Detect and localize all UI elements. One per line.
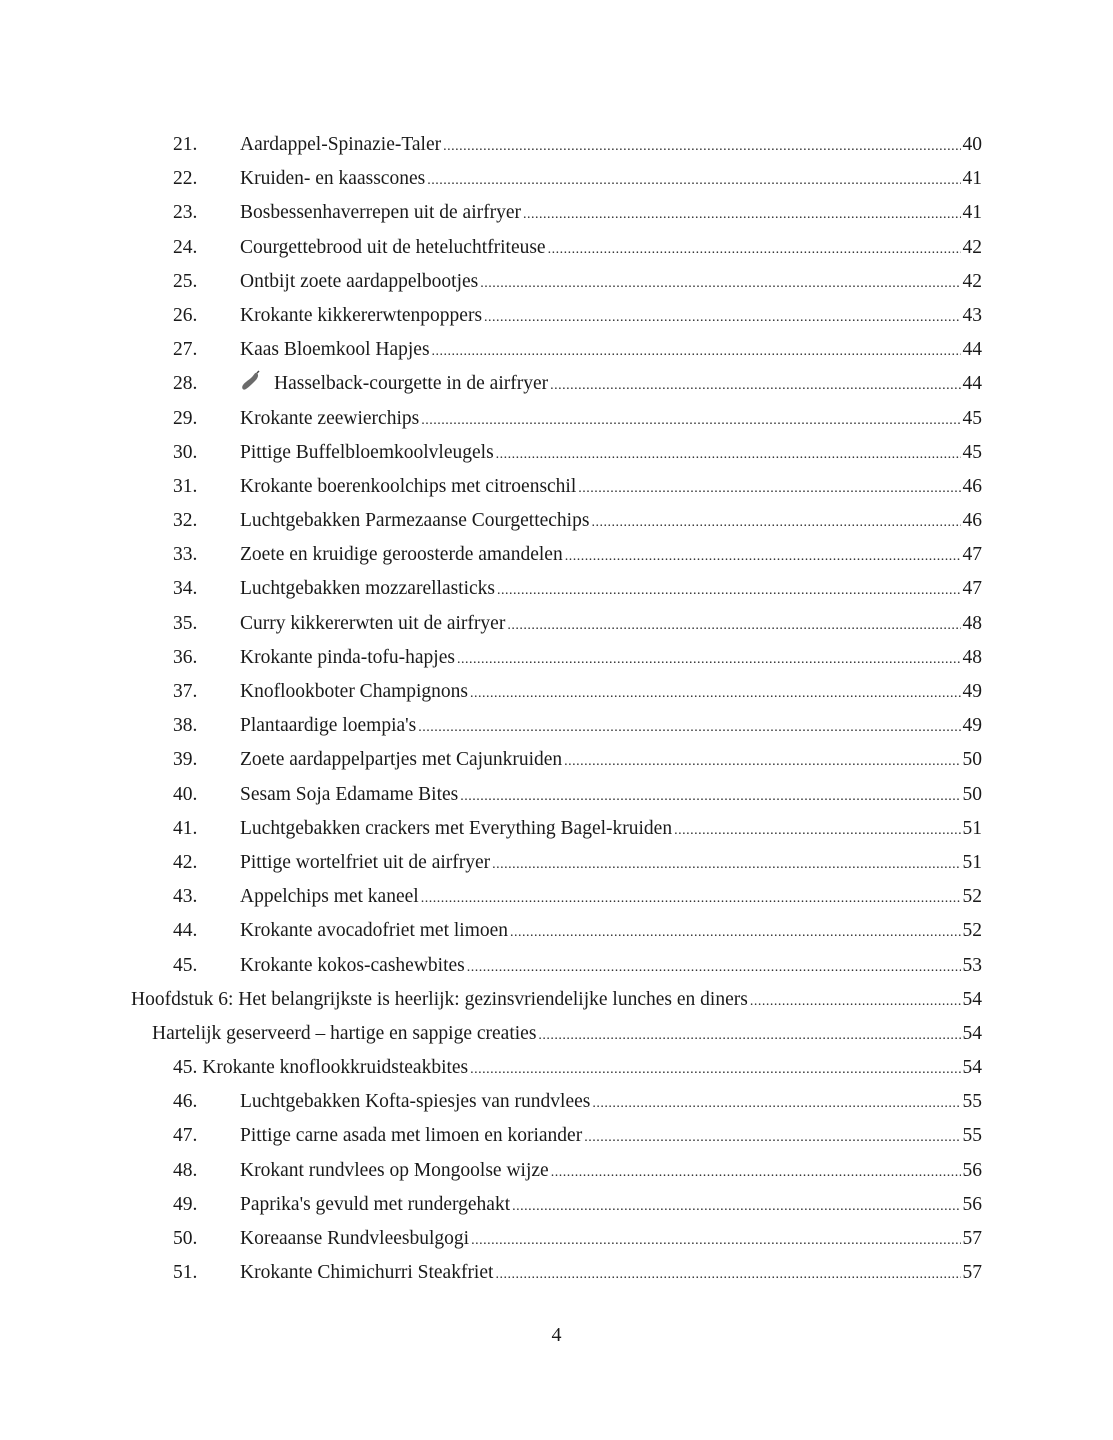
- toc-entry-title-text: Krokante zeewierchips: [240, 407, 420, 429]
- toc-entry-number: 28.: [173, 373, 198, 395]
- toc-entry-title-text: Zoete en kruidige geroosterde amandelen: [240, 544, 563, 566]
- toc-entry-title-text: 45. Krokante knoflookkruidsteakbites: [173, 1057, 469, 1079]
- toc-entry[interactable]: [0, 1222, 1113, 1256]
- toc-entry[interactable]: [0, 1017, 1113, 1051]
- toc-entry-line: [240, 231, 982, 267]
- toc-entry[interactable]: [0, 846, 1113, 880]
- toc-entry-title: [240, 1256, 493, 1290]
- toc-entry[interactable]: [0, 812, 1113, 846]
- toc-entry-number: 23.: [173, 202, 198, 224]
- toc-entry-page: 51: [962, 817, 982, 839]
- toc-entry-line: [240, 572, 982, 608]
- toc-entry-page: 40: [962, 134, 982, 155]
- toc-entry-number: 33.: [173, 544, 198, 566]
- toc-entry[interactable]: [0, 299, 1113, 333]
- toc-entry-page: 52: [962, 920, 982, 942]
- toc-entry-line: [240, 743, 982, 779]
- dot-leader: [550, 369, 960, 403]
- toc-entry-line: [240, 1188, 982, 1224]
- dot-leader: [484, 301, 960, 335]
- toc-entry-title: [240, 470, 576, 504]
- toc-entry-title: [240, 812, 672, 846]
- toc-entry-number: 36.: [173, 646, 198, 668]
- toc-entry[interactable]: [0, 367, 1113, 401]
- dot-leader: [750, 985, 961, 1019]
- dot-leader: [510, 916, 960, 950]
- dot-leader: [496, 438, 961, 472]
- toc-entry-title-text: Zoete aardappelpartjes met Cajunkruiden: [240, 749, 563, 771]
- toc-entry-number: 29.: [173, 407, 198, 429]
- toc-entry-title-text: Pittige carne asada met limoen en koriander: [240, 1125, 583, 1147]
- toc-entry-page: 48: [962, 646, 982, 668]
- toc-entry-page: 44: [962, 373, 982, 395]
- toc-entry-line: [131, 983, 982, 1019]
- toc-entry-title: [240, 880, 419, 914]
- dot-leader: [457, 643, 961, 677]
- toc-entry-title-text: Krokante pinda-tofu-hapjes: [240, 646, 455, 668]
- toc-entry-line: [240, 333, 982, 369]
- toc-entry-title: [240, 1222, 469, 1256]
- toc-entry-title: [240, 162, 425, 196]
- toc-entry-title-text: Hartelijk geserveerd – hartige en sappige creaties: [152, 1022, 537, 1044]
- toc-entry-number: 30.: [173, 441, 198, 463]
- toc-entry[interactable]: [0, 572, 1113, 606]
- toc-entry-title-text: Hoofdstuk 6: Het belangrijkste is heerlijk: gezinsvriendelijke lunches en diners: [131, 988, 748, 1010]
- toc-entry-line: [152, 1017, 982, 1053]
- toc-entry[interactable]: [0, 196, 1113, 230]
- toc-entry[interactable]: [0, 949, 1113, 983]
- toc-entry-line: [240, 436, 982, 472]
- dot-leader: [591, 506, 960, 540]
- toc-entry-number: 27.: [173, 339, 198, 361]
- toc-entry-line: [240, 470, 982, 506]
- toc-entry[interactable]: [0, 1051, 1113, 1085]
- toc-entry-title: [240, 367, 548, 401]
- toc-entry-number: 43.: [173, 886, 198, 908]
- dot-leader: [470, 677, 960, 711]
- toc-entry-number: 51.: [173, 1262, 198, 1284]
- toc-entry[interactable]: [0, 333, 1113, 367]
- toc-entry-number: 24.: [173, 236, 198, 258]
- dot-leader: [467, 951, 961, 985]
- toc-entry-title: [240, 504, 589, 538]
- toc-entry[interactable]: [0, 128, 1113, 162]
- toc-entry-title: [173, 1051, 468, 1085]
- toc-entry-title-text: Bosbessenhaverrepen uit de airfryer: [240, 202, 522, 224]
- toc-entry-line: [240, 880, 982, 916]
- toc-entry-line: [240, 196, 982, 232]
- dot-leader: [512, 1190, 960, 1224]
- toc-entry-title: [240, 231, 546, 265]
- toc-entry-title-text: Sesam Soja Edamame Bites: [240, 783, 459, 805]
- toc-entry[interactable]: [0, 778, 1113, 812]
- dot-leader: [421, 882, 961, 916]
- toc-entry-title-text: Curry kikkererwten uit de airfryer: [240, 612, 506, 634]
- dot-leader: [565, 540, 961, 574]
- toc-entry-number: 35.: [173, 612, 198, 634]
- toc-entry[interactable]: [0, 983, 1113, 1017]
- toc-entry-page: 41: [962, 202, 982, 224]
- toc-entry-page: 49: [962, 715, 982, 737]
- dot-leader: [418, 711, 960, 745]
- toc-entry-page: 55: [962, 1091, 982, 1113]
- toc-entry-title: [131, 983, 748, 1017]
- toc-entry[interactable]: [0, 265, 1113, 299]
- dot-leader: [584, 1121, 960, 1155]
- toc-entry-title-text: Kruiden- en kaasscones: [240, 168, 426, 190]
- toc-entry[interactable]: [0, 1188, 1113, 1222]
- dot-leader: [443, 130, 960, 164]
- toc-entry-title: [240, 607, 505, 641]
- toc-entry[interactable]: [0, 743, 1113, 777]
- toc-entry-number: 32.: [173, 510, 198, 532]
- toc-entry-title: [240, 709, 416, 743]
- toc-entry-line: [240, 914, 982, 950]
- toc-entry-page: 46: [962, 510, 982, 532]
- toc-entry-title: [240, 675, 468, 709]
- toc-entry-page: 42: [962, 236, 982, 258]
- toc-entry-line: [240, 949, 982, 985]
- toc-entry-title: [240, 1188, 510, 1222]
- toc-entry[interactable]: [0, 880, 1113, 914]
- toc-entry-line: [240, 1222, 982, 1258]
- toc-entry-page: 48: [962, 612, 982, 634]
- toc-entry[interactable]: [0, 1085, 1113, 1119]
- toc-entry-title: [152, 1017, 536, 1051]
- dot-leader: [471, 1224, 960, 1258]
- toc-entry-number: 31.: [173, 475, 198, 497]
- dot-leader: [492, 848, 960, 882]
- toc-entry-title-text: Plantaardige loempia's: [240, 715, 417, 737]
- toc-entry-number: 40.: [173, 783, 198, 805]
- dot-leader: [432, 335, 961, 369]
- toc-entry[interactable]: [0, 607, 1113, 641]
- toc-entry[interactable]: [0, 709, 1113, 743]
- toc-entry-page: 46: [962, 475, 982, 497]
- toc-entry-page: 52: [962, 886, 982, 908]
- dot-leader: [578, 472, 960, 506]
- toc-entry-number: 41.: [173, 817, 198, 839]
- toc-entry-line: [240, 812, 982, 848]
- toc-entry-line: [240, 265, 982, 301]
- toc-entry-page: 57: [962, 1228, 982, 1249]
- toc-entry[interactable]: [0, 504, 1113, 538]
- toc-entry-number: 44.: [173, 920, 198, 942]
- toc-entry-title-text: Koreaanse Rundvleesbulgogi: [240, 1228, 470, 1249]
- toc-entry-line: [240, 778, 982, 814]
- toc-entry-title-text: Krokante kikkererwtenpoppers: [240, 304, 483, 326]
- toc-entry-title: [240, 641, 455, 675]
- toc-entry-page: 41: [962, 168, 982, 190]
- toc-entry-page: 54: [962, 1022, 982, 1044]
- toc-entry-title-text: Luchtgebakken Kofta-spiesjes van rundvlees: [240, 1091, 591, 1113]
- toc-entry-page: 56: [962, 1193, 982, 1215]
- toc-entry-line: [240, 299, 982, 335]
- toc-entry[interactable]: [0, 1119, 1113, 1153]
- toc-entry-page: 51: [962, 851, 982, 873]
- dot-leader: [427, 164, 960, 198]
- toc-entry-title-text: Paprika's gevuld met rundergehakt: [240, 1193, 511, 1215]
- toc-entry-title: [240, 538, 563, 572]
- toc-entry-number: 42.: [173, 851, 198, 873]
- toc-entry-number: 37.: [173, 681, 198, 702]
- toc-entry[interactable]: [0, 470, 1113, 504]
- toc-entry-title-text: Knoflookboter Champignons: [240, 681, 469, 702]
- toc-entry-title-text: Appelchips met kaneel: [240, 886, 419, 908]
- toc-entry-line: [240, 1119, 982, 1155]
- toc-entry-title-text: Krokante kokos-cashewbites: [240, 954, 465, 976]
- squash-icon: [240, 370, 262, 392]
- toc-entry-title-text: Krokante Chimichurri Steakfriet: [240, 1262, 494, 1284]
- toc-entry-title: [240, 572, 495, 606]
- toc-entry-number: 25.: [173, 270, 198, 292]
- dot-leader: [523, 198, 960, 232]
- toc-entry-title: [240, 128, 441, 162]
- toc-entry-page: 42: [962, 270, 982, 292]
- toc-entry-number: 38.: [173, 715, 198, 737]
- toc-entry-title: [240, 949, 465, 983]
- dot-leader: [674, 814, 960, 848]
- toc-entry-title: [240, 436, 494, 470]
- toc-entry-number: 46.: [173, 1091, 198, 1113]
- toc-entry-line: [240, 1154, 982, 1190]
- toc-entry-page: 57: [962, 1262, 982, 1284]
- toc-entry[interactable]: [0, 538, 1113, 572]
- toc-entry-title: [240, 778, 458, 812]
- toc-entry-title-text: Pittige Buffelbloemkoolvleugels: [240, 441, 494, 463]
- toc-entry-title: [240, 1085, 590, 1119]
- toc-entry-title: [240, 333, 430, 367]
- toc-entry-page: 45: [962, 441, 982, 463]
- toc-entry-title: [240, 1154, 549, 1188]
- toc-entry[interactable]: [0, 1256, 1113, 1290]
- toc-entry-title-text: Luchtgebakken mozzarellasticks: [240, 578, 496, 600]
- toc-entry-page: 50: [962, 749, 982, 771]
- dot-leader: [592, 1087, 960, 1121]
- toc-entry-line: [240, 1256, 982, 1292]
- toc-entry-line: [240, 709, 982, 745]
- toc-entry-title-text: Kaas Bloemkool Hapjes: [240, 339, 430, 361]
- toc-entry-title: [240, 914, 508, 948]
- toc-entry-title-text: Hasselback-courgette in de airfryer: [274, 373, 549, 395]
- toc-entry-page: 55: [962, 1125, 982, 1147]
- toc-entry-number: 50.: [173, 1228, 198, 1249]
- dot-leader: [564, 745, 960, 779]
- dot-leader: [548, 233, 961, 267]
- toc-entry-number: 22.: [173, 168, 198, 190]
- toc-entry-page: 47: [962, 578, 982, 600]
- toc-entry-number: 45.: [173, 954, 198, 976]
- toc-entry-line: [240, 128, 982, 164]
- toc-entry[interactable]: [0, 675, 1113, 709]
- toc-entry-title: [240, 196, 521, 230]
- dot-leader: [460, 780, 960, 814]
- toc-entry-title-text: Aardappel-Spinazie-Taler: [240, 134, 442, 155]
- toc-entry-page: 45: [962, 407, 982, 429]
- toc-entry[interactable]: [0, 231, 1113, 265]
- toc-entry-line: [240, 1085, 982, 1121]
- toc-entry-number: 48.: [173, 1159, 198, 1181]
- dot-leader: [507, 609, 960, 643]
- toc-entry-title-text: Ontbijt zoete aardappelbootjes: [240, 270, 479, 292]
- toc-entry-title: [240, 743, 562, 777]
- toc-entry-number: 21.: [173, 134, 198, 155]
- toc-entry-line: [240, 504, 982, 540]
- toc-entry[interactable]: [0, 1154, 1113, 1188]
- toc-entry-line: [240, 846, 982, 882]
- toc-entry-line: [240, 607, 982, 643]
- dot-leader: [538, 1019, 960, 1053]
- toc-entry-number: 49.: [173, 1193, 198, 1215]
- toc-entry-page: 44: [962, 339, 982, 361]
- toc-entry-title: [240, 402, 419, 436]
- toc-entry-title-text: Courgettebrood uit de heteluchtfriteuse: [240, 236, 546, 258]
- toc-entry-title: [240, 1119, 582, 1153]
- toc-entry-page: 49: [962, 681, 982, 702]
- toc-entry[interactable]: [0, 436, 1113, 470]
- toc-entry-title-text: Krokante avocadofriet met limoen: [240, 920, 509, 942]
- toc-entry-title-text: Luchtgebakken Parmezaanse Courgettechips: [240, 510, 590, 532]
- dot-leader: [497, 574, 960, 608]
- toc-entry-line: [173, 1051, 982, 1087]
- toc-entry-line: [240, 162, 982, 198]
- page-number: 4: [551, 1324, 562, 1346]
- toc-entry-page: 54: [962, 1057, 982, 1079]
- toc-entry-page: 47: [962, 544, 982, 566]
- dot-leader: [551, 1156, 961, 1190]
- toc-entry-page: 53: [962, 954, 982, 976]
- toc-entry-title-text: Luchtgebakken crackers met Everything Bagel-kruiden: [240, 817, 673, 839]
- toc-entry[interactable]: [0, 402, 1113, 436]
- toc-entry-title-text: Pittige wortelfriet uit de airfryer: [240, 851, 491, 873]
- toc-entry-line: [240, 641, 982, 677]
- toc-entry-title-text: Krokante boerenkoolchips met citroenschil: [240, 475, 577, 497]
- toc-entry-line: [240, 367, 982, 403]
- dot-leader: [421, 404, 960, 438]
- dot-leader: [495, 1258, 960, 1292]
- toc-entry-number: 34.: [173, 578, 198, 600]
- toc-entry-line: [240, 538, 982, 574]
- dot-leader: [480, 267, 960, 301]
- toc-entry-line: [240, 402, 982, 438]
- toc-entry-title: [240, 846, 490, 880]
- toc-entry-number: 26.: [173, 304, 198, 326]
- toc-entry-page: 54: [962, 988, 982, 1010]
- toc-entry-page: 56: [962, 1159, 982, 1181]
- toc-entry-title: [240, 265, 478, 299]
- dot-leader: [470, 1053, 960, 1087]
- toc-entry-number: 39.: [173, 749, 198, 771]
- toc-entry[interactable]: [0, 914, 1113, 948]
- toc-entry[interactable]: [0, 641, 1113, 675]
- toc-entry-line: [240, 675, 982, 711]
- table-of-contents: [0, 128, 1113, 1290]
- toc-entry-number: 47.: [173, 1125, 198, 1147]
- toc-entry-page: 43: [962, 304, 982, 326]
- toc-entry-page: 50: [962, 783, 982, 805]
- toc-entry[interactable]: [0, 162, 1113, 196]
- toc-entry-title: [240, 299, 482, 333]
- toc-entry-title-text: Krokant rundvlees op Mongoolse wijze: [240, 1159, 549, 1181]
